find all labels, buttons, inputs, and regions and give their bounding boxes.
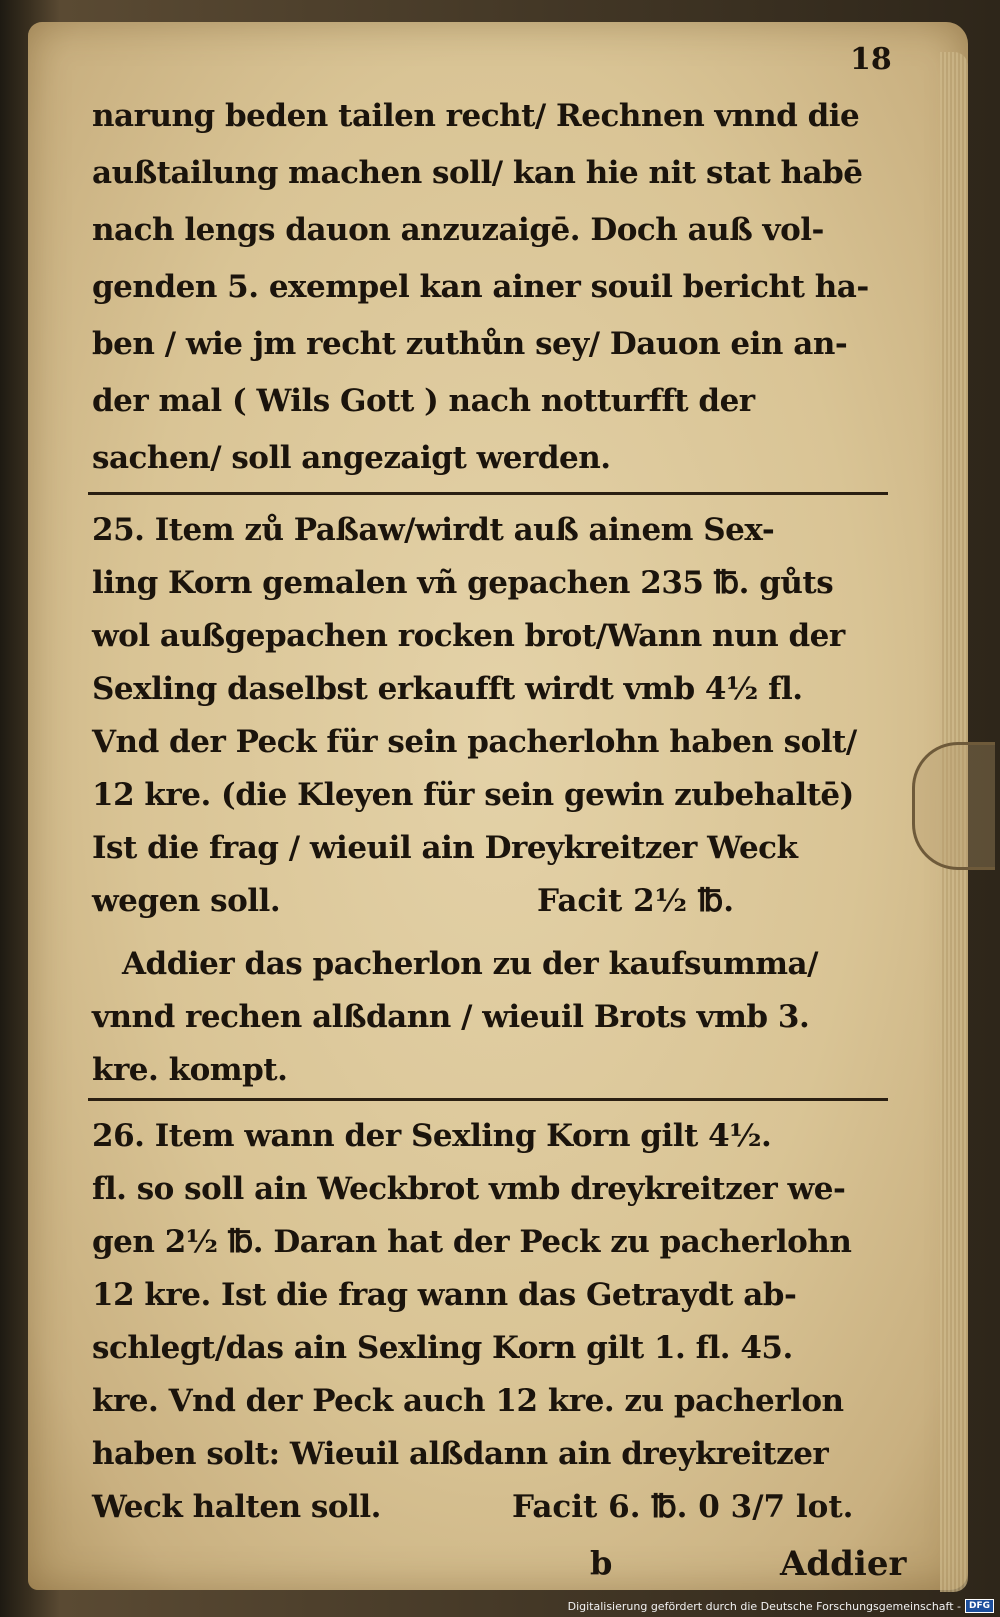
- text-line: Ist die frag / wieuil ain Dreykreitzer Weck: [92, 830, 798, 866]
- text-line: nach lengs dauon anzuzaigē. Doch auß vol-: [92, 212, 824, 248]
- text-line: sachen/ soll angezaigt werden.: [92, 440, 611, 476]
- text-line: Weck halten soll.: [92, 1489, 381, 1525]
- text-line: 12 kre. Ist die frag wann das Getraydt ab-: [92, 1277, 797, 1313]
- text-line: vnnd rechen alßdann / wieuil Brots vmb 3.: [92, 999, 810, 1035]
- text-line: genden 5. exempel kan ainer souil bericht ha-: [92, 269, 869, 305]
- text-line: haben solt: Wieuil alßdann ain dreykreitzer: [92, 1436, 829, 1472]
- text-line: wegen soll.: [92, 883, 281, 919]
- text-line: kre. Vnd der Peck auch 12 kre. zu pacherlon: [92, 1383, 844, 1419]
- text-line: Sexling daselbst erkaufft wirdt vmb 4½ fl.: [92, 671, 803, 707]
- section-rule: [88, 492, 888, 495]
- catchword: Addier: [780, 1544, 907, 1584]
- text-line: 26. Item wann der Sexling Korn gilt 4½.: [92, 1118, 772, 1154]
- text-line: außtailung machen soll/ kan hie nit stat habē: [92, 155, 863, 191]
- text-line: der mal ( Wils Gott ) nach notturfft der: [92, 383, 755, 419]
- text-line: fl. so soll ain Weckbrot vmb dreykreitzer we-: [92, 1171, 846, 1207]
- text-line: Vnd der Peck für sein pacherlohn haben solt/: [92, 724, 857, 760]
- section-rule: [88, 1098, 888, 1101]
- text-line: 12 kre. (die Kleyen für sein gewin zubehaltē): [92, 777, 854, 813]
- text-line: schlegt/das ain Sexling Korn gilt 1. fl. 45.: [92, 1330, 793, 1366]
- dfg-logo: DFG: [965, 1599, 994, 1613]
- signature-mark: b: [590, 1544, 613, 1582]
- credit-text: Digitalisierung gefördert durch die Deutsche Forschungsgemeinschaft -: [567, 1599, 961, 1613]
- folio-number: 18: [850, 42, 892, 77]
- facit-answer: Facit 6. ℔. 0 3/7 lot.: [512, 1489, 854, 1525]
- text-line: gen 2½ ℔. Daran hat der Peck zu pacherlohn: [92, 1224, 852, 1260]
- text-line: wol außgepachen rocken brot/Wann nun der: [92, 618, 845, 654]
- digitization-credit: [568, 1599, 994, 1613]
- text-line: ben / wie jm recht zuthůn sey/ Dauon ein an-: [92, 326, 848, 362]
- text-line: kre. kompt.: [92, 1052, 288, 1088]
- text-line: 25. Item zů Paßaw/wirdt auß ainem Sex-: [92, 512, 775, 548]
- text-line: ling Korn gemalen vñ gepachen 235 ℔. gůts: [92, 565, 834, 601]
- text-line: narung beden tailen recht/ Rechnen vnnd die: [92, 98, 860, 134]
- text-line: Addier das pacherlon zu der kaufsumma/: [122, 946, 818, 982]
- facit-answer: Facit 2½ ℔.: [537, 883, 735, 919]
- book-clasp: [912, 742, 995, 870]
